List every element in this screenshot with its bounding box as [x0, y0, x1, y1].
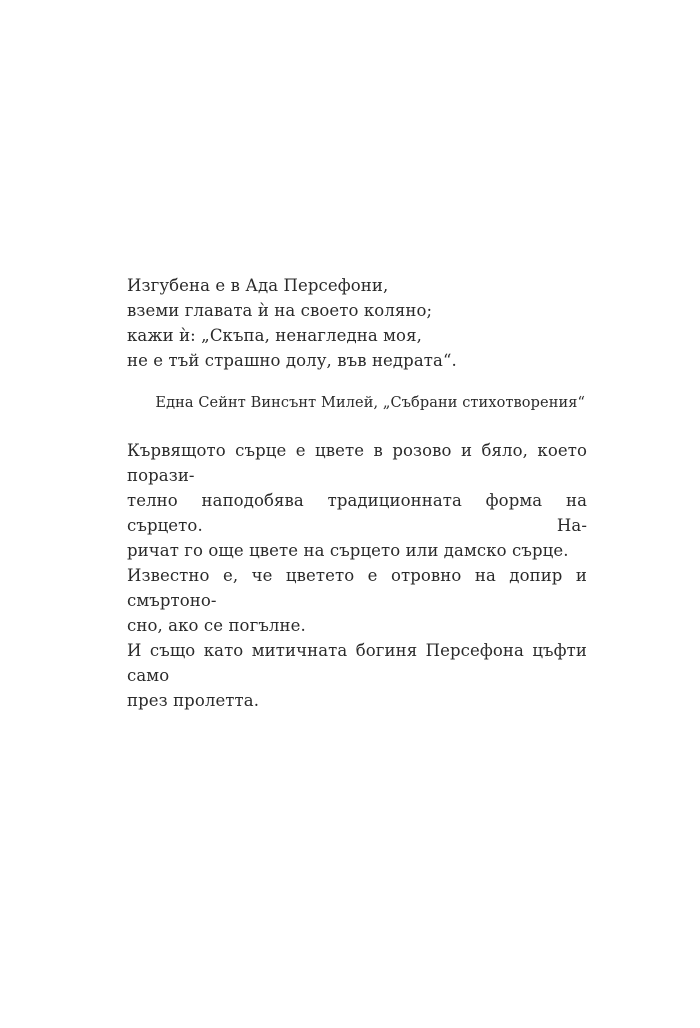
- epigraph-line: Изгубена е в Ада Персефони,: [127, 276, 389, 295]
- body-line: сно, ако се погълне.: [127, 616, 306, 635]
- epigraph-line: не е тъй страшно долу, във недрата“.: [127, 351, 457, 370]
- epigraph-line: вземи главата ѝ на своето коляно;: [127, 301, 433, 320]
- body-line: телно наподобява традиционната форма на сърцето. На-: [127, 491, 587, 535]
- body-line: ричат го още цвете на сърцето или дамско сърце.: [127, 541, 569, 560]
- epigraph-attribution: Една Сейнт Винсънт Милей, „Събрани стихотворения“: [155, 395, 585, 411]
- body-line: Кървящото сърце е цвете в розово и бяло, което порази-: [127, 441, 587, 485]
- body-line: И също като митичната богиня Персефона цъфти само: [127, 641, 587, 685]
- body-line: през пролетта.: [127, 691, 260, 710]
- body-line: Известно е, че цветето е отровно на допир и смъртоно-: [127, 566, 587, 610]
- body-paragraph: [127, 438, 587, 713]
- epigraph-poem: [127, 273, 587, 373]
- epigraph-line: кажи ѝ: „Скъпа, ненагледна моя,: [127, 326, 422, 345]
